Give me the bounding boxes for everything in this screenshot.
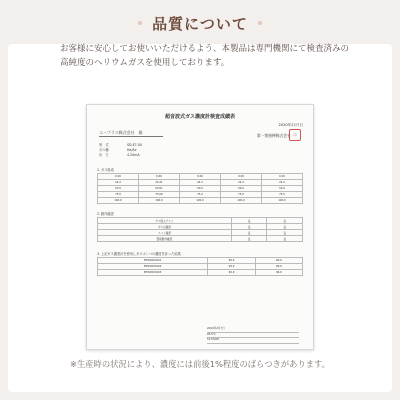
variance-note: ※生産時の状況により、濃度には前後1%程度のばらつきがあります。 [70, 359, 330, 369]
certificate-date: 2020年2月7日 [278, 123, 303, 127]
decor-dot-left [138, 21, 142, 25]
certificate-title: 超音波式ガス濃度計検査成績表 [164, 114, 235, 120]
cylinder-result-table: BTW2000101 99.9 99.9 BTW2000102 99.9 99.9 BTW2000103 99.9 99.9 [97, 257, 303, 276]
section3-title: 3. 上記ガス濃度計を使用しガスボンベの濃度を計った結果 [97, 252, 181, 256]
certificate-client: ユープラス株式会社 殿 [99, 130, 163, 137]
composition-table: 0.00 0.00 0.00 0.00 0.00 24.2 24.21 24.2 24.2 24.2 50.0 50.01 50.0 50.0 50.0 75.0 75.00 75.0 75.0 75.0 100.0 100.0 100.0 100.0 100.0 [97, 173, 303, 204]
operation-table: ガス吸入テスト 良 良 ゼロ点確認 良 良 スパン確認 良 良 警報動作確認 良 良 [97, 217, 303, 242]
company-seal: 印 [289, 129, 301, 141]
intro-text: お客様に安心してお使いいただけるよう、本製品は専門機関にて検査済みの高純度のヘリウムガスを使用しております。 [60, 44, 350, 68]
certificate-issuer: 第一熔接棒株式会社 [256, 133, 291, 138]
decor-dot-right [258, 21, 262, 25]
heading-text: 品質について [152, 14, 248, 33]
section-heading [0, 12, 400, 34]
info-row: ガス種 He/Air [99, 148, 137, 152]
info-row: 形 式 SD-E7-00 [99, 143, 142, 147]
info-row: 出 力 4-20mA [99, 153, 140, 157]
inspection-certificate [86, 104, 314, 350]
certificate-footer: 2020年2月7日 20.5℃ 51.5%RH [207, 327, 299, 344]
certificate-info [99, 143, 299, 158]
section2-title: 2. 動作確認 [97, 212, 114, 216]
section1-title: 1. ガス組成 [97, 168, 114, 172]
